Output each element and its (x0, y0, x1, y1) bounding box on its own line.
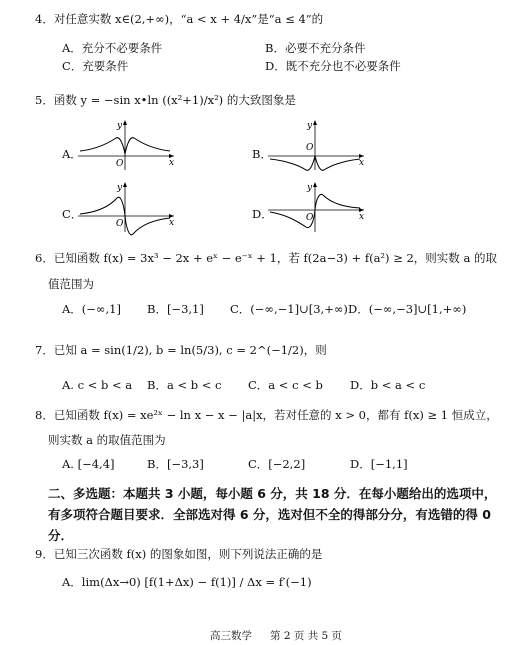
q4-option-c: C．充要条件 (62, 59, 129, 73)
graph-a-y-label: y (117, 121, 123, 131)
q4-stem: 4．对任意实数 x∈(2,+∞)，“a < x + 4/x”是“a ≤ 4”的 (35, 12, 324, 26)
graph-d-origin: O (306, 213, 314, 223)
q4-option-a: A．充分不必要条件 (62, 41, 163, 55)
graph-d-x-label: x (359, 212, 365, 222)
q5-option-b-label: B． (252, 147, 272, 161)
q5-option-d-label: D． (252, 207, 273, 221)
q6-option-d: D．(−∞,−3]∪[1,+∞) (348, 302, 467, 316)
footer-page-number: 第 2 页 共 5 页 (270, 630, 343, 642)
q7-option-d: D．b < a < c (350, 378, 426, 392)
footer-subject: 高三数学 (210, 630, 252, 642)
q8-stem-line1: 8．已知函数 f(x) = xe²ˣ − ln x − x − |a|x，若对任意的 x > 0，都有 f(x) ≥ 1 恒成立， (35, 408, 498, 422)
graph-c-origin: O (116, 219, 124, 229)
graph-c-y-label: y (117, 183, 123, 193)
q8-stem-line2: 则实数 a 的取值范围为 (48, 433, 166, 447)
graph-d-y-label: y (307, 183, 313, 193)
q7-option-a: A. c < b < a (62, 378, 133, 392)
q6-stem-line1: 6．已知函数 f(x) = 3x³ − 2x + eˣ − e⁻ˣ + 1，若 f(2a−3) + f(a²) ≥ 2，则实数 a 的取 (35, 251, 497, 265)
q9-option-a: A．lim(Δx→0) [f(1+Δx) − f(1)] / Δx = f′(−1) (62, 575, 312, 589)
q4-option-b: B．必要不充分条件 (265, 41, 366, 55)
graph-c (78, 180, 178, 235)
graph-b (268, 118, 368, 173)
q4-option-d: D．既不充分也不必要条件 (265, 59, 401, 73)
q7-stem: 7．已知 a = sin(1/2), b = ln(5/3), c = 2^(−1/2)，则 (35, 343, 327, 357)
section2-heading: 二、多选题：本题共 3 小题，每小题 6 分，共 18 分．在每小题给出的选项中，有多项符合题目要求．全部选对得 6 分，选对但不全的得部分分，有选错的得 0 分． (48, 486, 497, 543)
graph-b-y-label: y (307, 121, 313, 131)
q6-option-b: B．[−3,1] (147, 302, 204, 316)
q8-option-b: B．[−3,3] (147, 457, 204, 471)
q8-option-c: C．[−2,2] (248, 457, 306, 471)
graph-b-origin: O (306, 143, 314, 153)
graph-b-x-label: x (359, 158, 365, 168)
q7-option-c: C．a < c < b (248, 378, 323, 392)
q5-stem: 5．函数 y = −sin x•ln ((x²+1)/x²) 的大致图象是 (35, 93, 296, 107)
q5-option-a-label: A． (62, 147, 82, 161)
q6-option-a: A．(−∞,1] (62, 302, 121, 316)
graph-d (268, 180, 368, 235)
q8-option-d: D．[−1,1] (350, 457, 408, 471)
graph-a-origin: O (116, 159, 124, 169)
q9-stem: 9．已知三次函数 f(x) 的图象如图，则下列说法正确的是 (35, 547, 323, 561)
graph-a-x-label: x (169, 158, 175, 168)
q7-option-b: B．a < b < c (147, 378, 222, 392)
q8-option-a: A. [−4,4] (62, 457, 115, 471)
q6-stem-line2: 值范围为 (48, 277, 94, 291)
graph-c-x-label: x (169, 218, 175, 228)
graph-a (78, 118, 178, 173)
q6-option-c: C．(−∞,−1]∪[3,+∞) (230, 302, 348, 316)
q5-option-c-label: C． (62, 207, 83, 221)
